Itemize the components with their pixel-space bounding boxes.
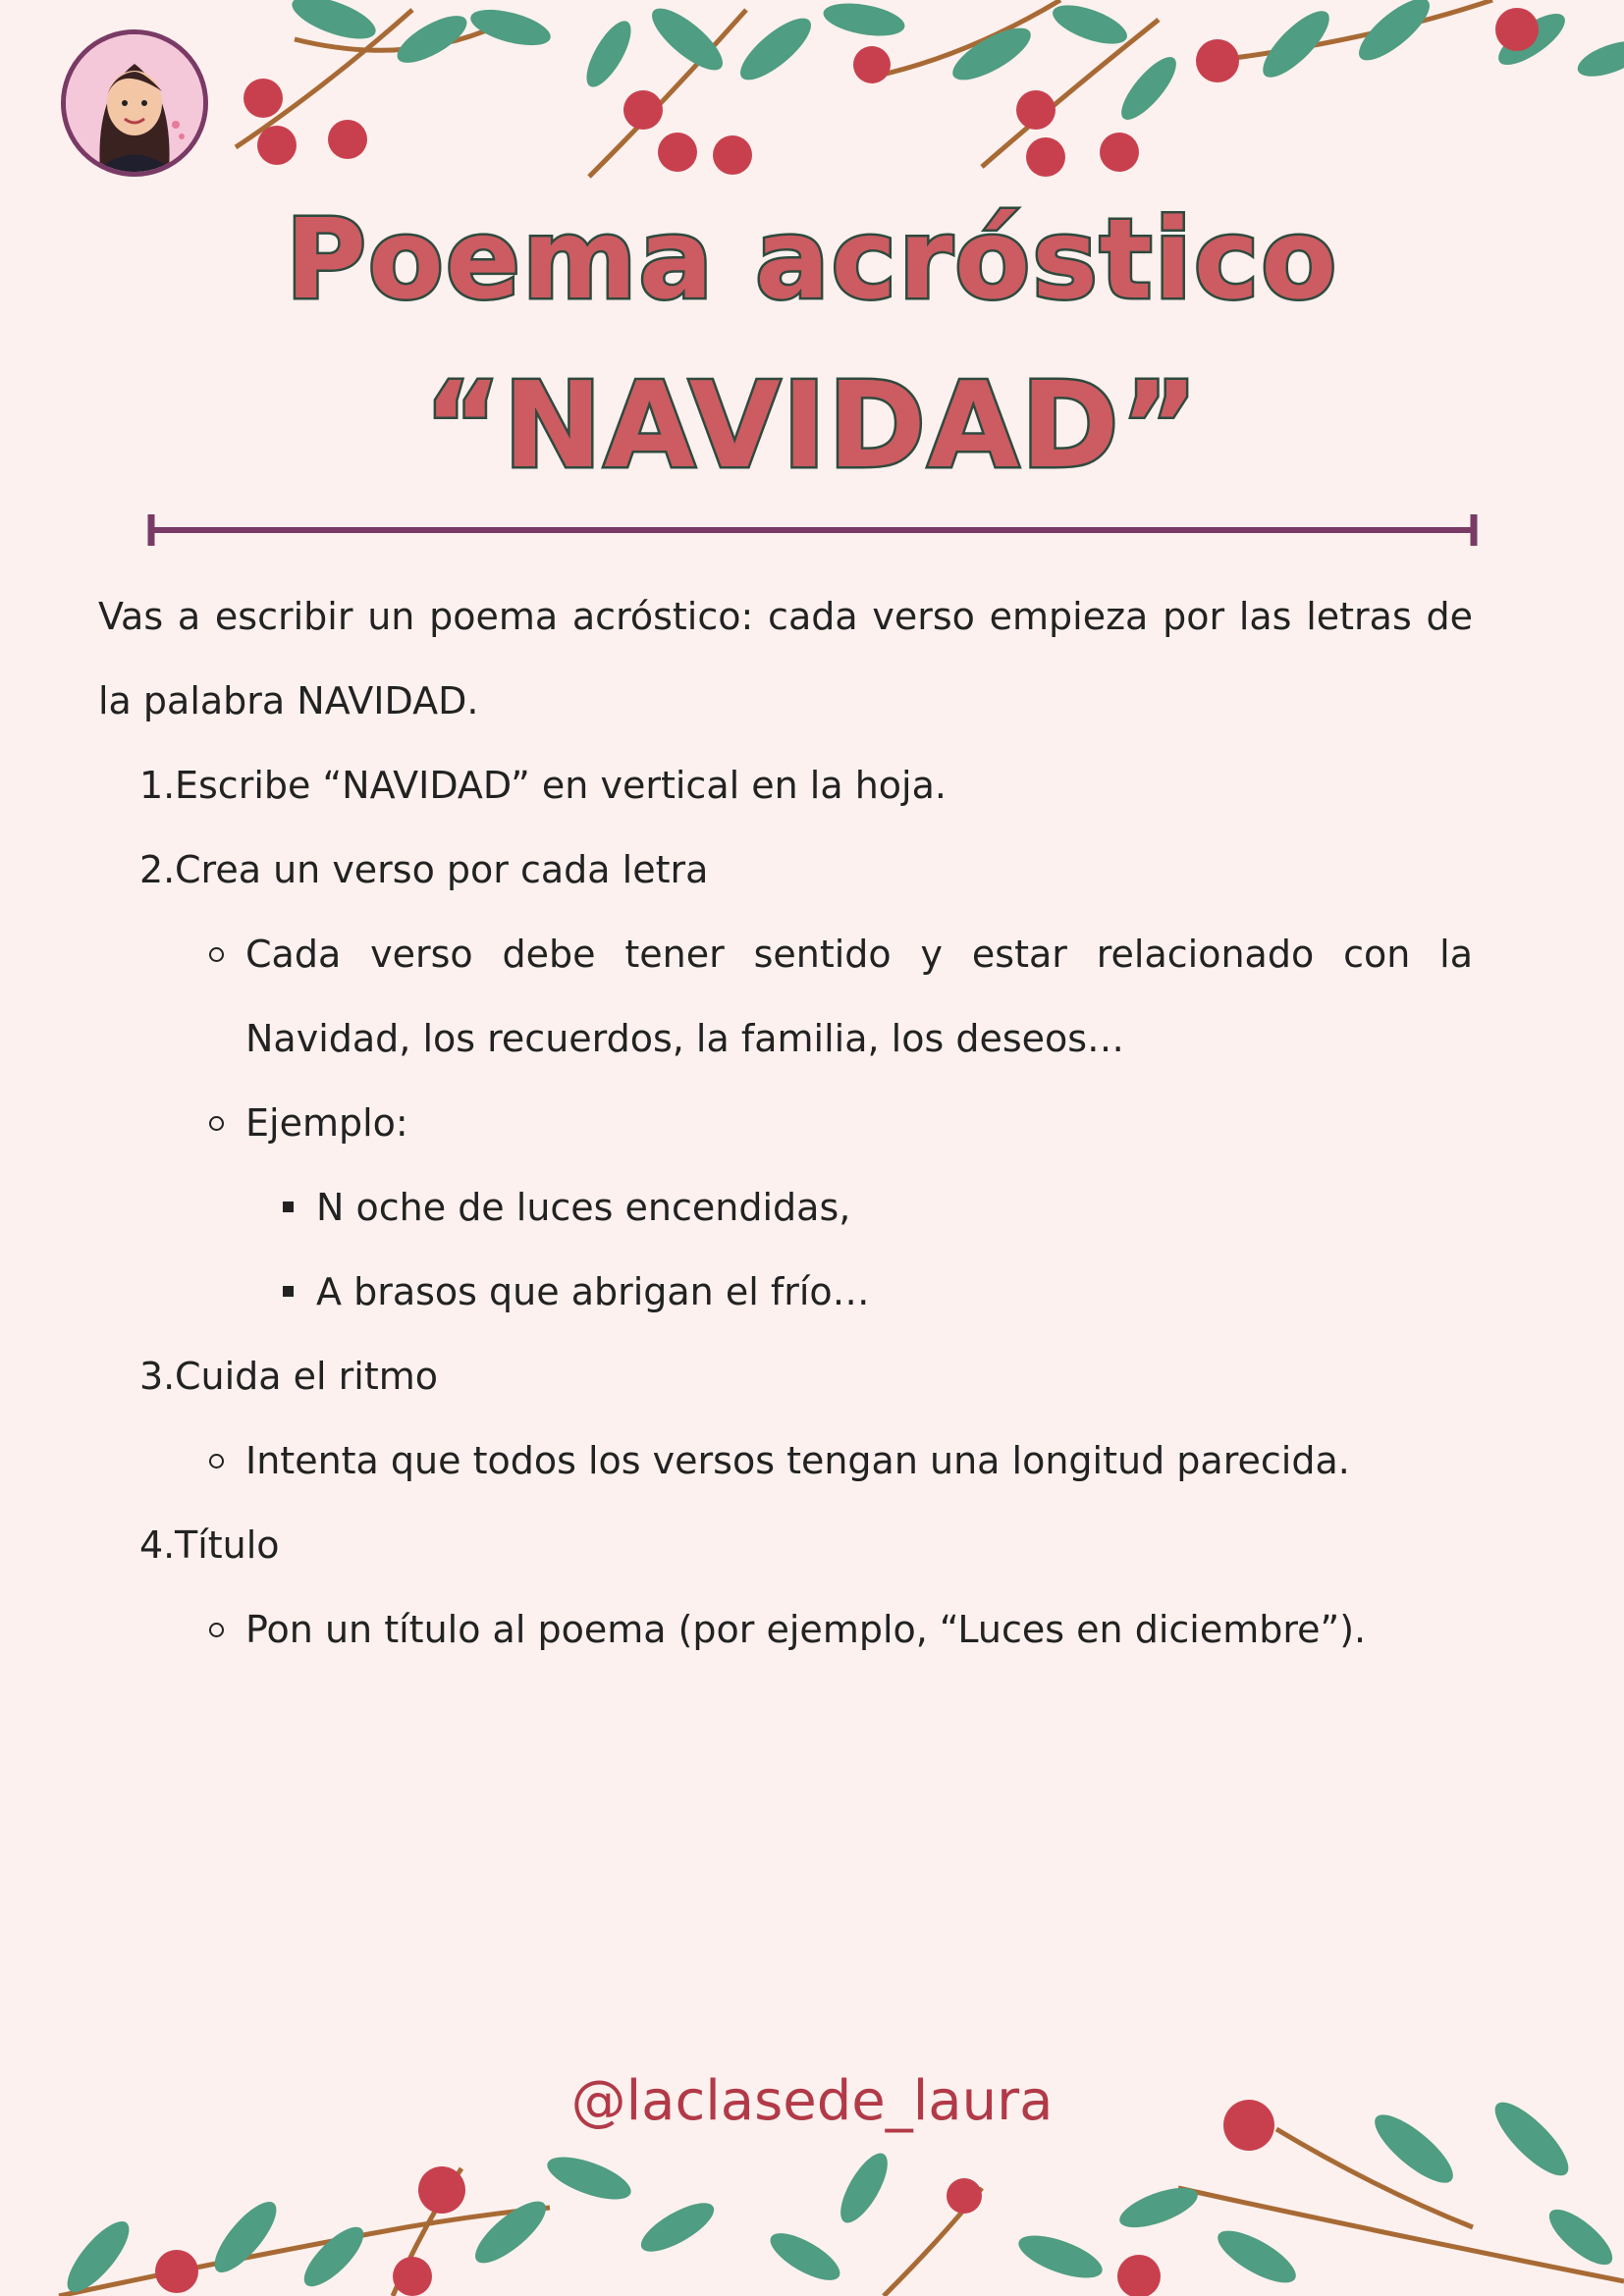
holly-decoration-top [0,0,1624,196]
circle-bullet-icon [209,1454,224,1468]
title-line-2: “NAVIDAD” [423,358,1201,495]
girl-avatar-icon [66,34,203,172]
item-text: Cada verso debe tener sentido y estar relacionado con la Navidad, los recuerdos, la familia, los deseos… [245,933,1473,1060]
circle-bullet-icon [209,1623,224,1637]
step-number: 1. [139,764,176,807]
step-1 [98,743,1473,828]
example-text: N oche de luces encendidas, [316,1186,851,1229]
step-number: 4. [139,1523,176,1567]
step-text: Escribe “NAVIDAD” en vertical en la hoja. [175,764,947,807]
step-text: Título [175,1523,280,1567]
item-text: Pon un título al poema (por ejemplo, “Luces en diciembre”). [245,1608,1367,1651]
step-number: 2. [139,848,176,891]
item-text: Intenta que todos los versos tengan una longitud parecida. [245,1439,1350,1482]
square-bullet-icon [283,1286,294,1297]
title-line-1: Poema acróstico [285,196,1339,324]
square-bullet-icon [283,1201,294,1212]
avatar [61,29,208,177]
step-text: Crea un verso por cada letra [175,848,709,891]
item-text: Ejemplo: [245,1101,408,1145]
divider-rule [147,510,1478,550]
list-item [98,1587,1473,1672]
step-2 [98,828,1473,912]
circle-bullet-icon [209,1116,224,1131]
step-text: Cuida el ritmo [175,1355,439,1398]
step-3 [98,1334,1473,1418]
circle-bullet-icon [209,947,224,962]
list-item [98,1081,1473,1165]
example-line [98,1250,1473,1334]
step-number: 3. [139,1355,176,1398]
example-line [98,1165,1473,1250]
step-4 [98,1503,1473,1587]
author-handle: @laclasede_laura [570,2069,1054,2133]
intro-text: Vas a escribir un poema acróstico: cada verso empieza por las letras de la palabra NAVIDAD. [98,595,1473,722]
instructions [98,574,1473,1672]
example-text: A brasos que abrigan el frío… [316,1270,870,1313]
holly-decoration-bottom [0,2070,1624,2296]
list-item [98,912,1473,1081]
list-item [98,1418,1473,1503]
